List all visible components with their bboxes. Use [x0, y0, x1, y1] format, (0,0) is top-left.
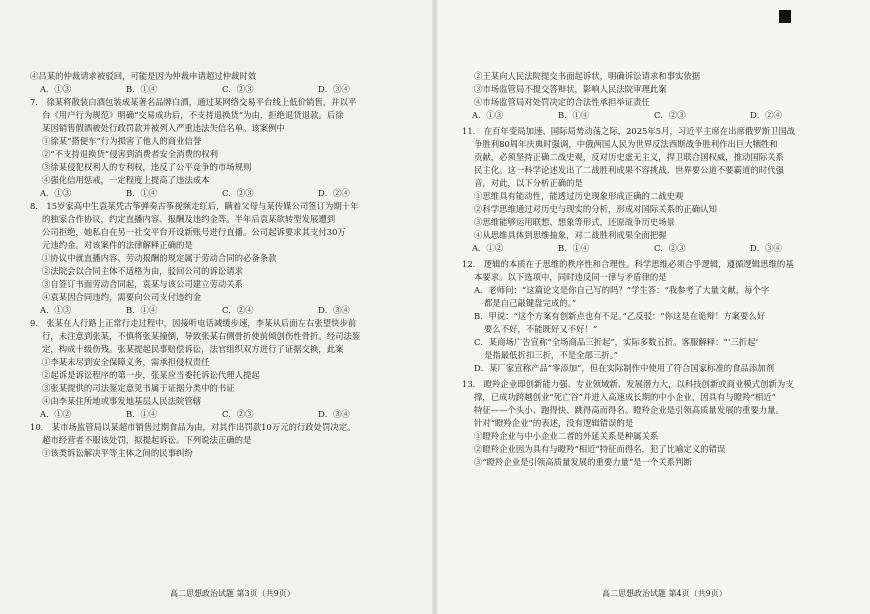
question-13: 13． 瞪羚企业即创新能力强、专业领域新、发展潜力大，以科技创新或商业模式创新为支 — [462, 379, 794, 389]
text-line: 都是自己敲键盘完成的。” — [484, 298, 577, 308]
text-line: ①协议中就直播内容、劳动报酬的规定属于劳动合同的必备条款 — [42, 253, 277, 263]
text-line: ③徐某侵犯权利人的专利权，违反了公平竞争的市场规则 — [42, 162, 252, 172]
text-line: 音，对此，以下分析正确的是 — [474, 178, 583, 188]
text-line: 公司拒绝，她私自在另一社交平台开设新账号进行直播。公司起诉要求其支付30万 — [42, 227, 346, 237]
text-line: ①该类诉讼解决平等主体之间的民事纠纷 — [42, 448, 193, 458]
text-line: 民主化。这一科学论述发出了二战胜利成果不容挑战、世界要公道不要霸道的时代强 — [474, 165, 784, 175]
text-line: 撑，已成功跨越创业“死亡谷”并进入高速成长期的中小企业，因具有与瞪羚“相近” — [474, 392, 776, 402]
option-c: C．②③ — [654, 110, 686, 120]
question-10: 10． 某市场监管局以某超市销售过期食品为由，对其作出罚款10万元的行政处罚决定。 — [30, 422, 356, 432]
option-c: C．②④ — [222, 305, 254, 315]
text-line: ②法院会以合同主体不适格为由，驳回公司的诉讼请求 — [42, 266, 243, 276]
right-page-content — [462, 70, 858, 469]
text-line: ①瞪羚企业与中小企业二者的外延关系是种属关系 — [474, 431, 659, 441]
text-line: 行，未注意到张某，不慎将张某撞倒，导致张某右侧骨折使前倾创伤性骨折。经司法鉴 — [42, 331, 361, 341]
question-11: 11． 在百年变局加速、国际局势动荡之际，2025年5月，习近平主席在出席俄罗斯卫国战 — [462, 126, 796, 136]
text-line: ④市场监管局对处罚决定的合法性承担举证责任 — [474, 97, 650, 107]
right-page-footer: 高二思想政治试题 第4页（共9页） — [602, 589, 727, 598]
option-a: A．①③ — [472, 110, 504, 120]
page-fold — [432, 0, 438, 614]
left-page-footer: 高二思想政治试题 第3页（共9页） — [170, 589, 295, 598]
q10-options — [462, 109, 858, 122]
q6-options — [30, 83, 422, 96]
text-line: ③“瞪羚企业是引领高质量发展的重要力量”是一个关系判断 — [474, 457, 692, 467]
text-line: 超市经营者不服该处罚，拟提起诉讼。下列说法正确的是 — [42, 435, 252, 445]
q7-options — [30, 187, 422, 200]
text-line: 元违约金。对该案件的法律解释正确的是 — [42, 240, 193, 250]
option-b: B．①④ — [126, 188, 158, 198]
text-line: 特征——个头小、跑得快、跳得高而得名。瞪羚企业是引领高质量发展的重要力量。 — [474, 405, 784, 415]
option-c: C．②③ — [222, 188, 254, 198]
question-8: 8． 15岁家高中生袁某凭古筝弹奏古筝视频走红后，瞒着父母与某传媒公司签订为期十年 — [30, 201, 359, 211]
option-a: A．①③ — [40, 84, 72, 94]
option-c: C．②③ — [222, 409, 254, 419]
option-a: A．①③ — [40, 305, 72, 315]
option-d: D．②④ — [318, 188, 350, 198]
option-d: D．③④ — [318, 84, 350, 94]
option-b: B．①④ — [126, 409, 158, 419]
text-line: A．老师问：“这篇论文是你自己写的吗？”学生答：“我参考了大量文献，每个字 — [474, 285, 770, 295]
text-line: 争胜利80周年庆典时强调，中俄两国人民为世界反法西斯战争胜利作出巨大牺牲和 — [474, 139, 778, 149]
text-line: ③张某提供的司法鉴定意见书属于证据分类中的书证 — [42, 383, 235, 393]
option-b: B．①④ — [126, 305, 158, 315]
left-page-content — [30, 70, 422, 460]
text-line: ③思维能够运用联想、想象等形式，还原战争历史场景 — [474, 217, 675, 227]
option-b: B．①④ — [126, 84, 158, 94]
text-line: 要么不好，不能既好又不好！” — [484, 324, 598, 334]
option-c: C．②③ — [654, 243, 686, 253]
text-line: 台《用户行为规范》明确“交易成功后，不支持退换货”为由，拒绝退货退款。后徐 — [42, 110, 344, 120]
question-7: 7． 徐某将散装白酒包装成某著名品牌白酒，通过某网络交易平台线上低价销售，并以平 — [30, 97, 357, 107]
text-line: ③市场监管局不提交答辩状，影响人民法院审理此案 — [474, 84, 667, 94]
text-line: ③自签订书面劳动合同起，袁某与该公司建立劳动关系 — [42, 279, 243, 289]
option-d: D．③④ — [318, 305, 350, 315]
text-line: C．某商场广告宣称“全场商品三折起”，实际多数五折。客服解释：“‘三折起’ — [474, 337, 759, 347]
option-b: B．①④ — [558, 243, 590, 253]
option-a: A．①③ — [40, 188, 72, 198]
text-line: ②科学思维通过对历史与现实的分析，形成对国际关系的正确认知 — [474, 204, 717, 214]
option-a: A．①② — [40, 409, 72, 419]
q11-options — [462, 242, 858, 255]
text-line: ④强化信用惩戒，一定程度上提高了违法成本 — [42, 175, 210, 185]
text-line: B．甲说：“这个方案有创新点也有不足。”乙反驳：“你这是在诡辩！方案要么好 — [474, 311, 766, 321]
question-12: 12． 逻辑的本质在于思维的秩序性和合理性。科学思维必须合乎逻辑，遵循逻辑思维的基 — [462, 259, 794, 269]
question-9: 9． 张某在人行路上正常行走过程中，因接听电话减缓步速，李某从后面左右张望快步前 — [30, 318, 357, 328]
text-line: 针对“瞪羚企业”的表述，没有逻辑错误的是 — [474, 418, 634, 428]
text-line: ②王某向人民法院提交书面起诉状，明确诉讼请求和事实依据 — [474, 71, 701, 81]
option-c: C．②③ — [222, 84, 254, 94]
text-line: 定，构成十级伤残。张某提起民事赔偿诉讼，法官组织双方进行了证据交换，此案 — [42, 344, 344, 354]
text-line: ②瞪羚企业因为具有与瞪羚“相近”特征而得名，犯了比喻定义的错误 — [474, 444, 726, 454]
text-line: ①徐某“搭便车”行为损害了他人的商业信誉 — [42, 136, 202, 146]
text-line: 贡献，必须坚持正确二战史观，反对历史虚无主义，捍卫联合国权威，推动国际关系 — [474, 152, 784, 162]
text-line: ④从思维具体到思维抽象，对二战胜利成果全面把握 — [474, 230, 667, 240]
text-line: D．某厂家宣称产品“零添加”，但在实际制作中使用了符合国家标准的食品添加剂 — [474, 363, 775, 373]
text-line: ④吕某的仲裁请求被驳回，可能是因为仲裁申请超过仲裁时效 — [30, 71, 257, 81]
q9-options — [30, 408, 422, 421]
option-d: D．②④ — [750, 110, 782, 120]
text-line: 是指最低折扣三折，不是全部三折。” — [484, 350, 619, 360]
option-a: A．①② — [472, 243, 504, 253]
text-line: ①思维具有能动性，能透过历史现象形成正确的二战史观 — [474, 191, 684, 201]
text-line: ①李某未尽到安全保障义务，需承担侵权责任 — [42, 357, 210, 367]
text-line: ②起诉是诉讼程序的第一步，张某应当委托诉讼代理人提起 — [42, 370, 260, 380]
option-b: B．①④ — [558, 110, 590, 120]
text-line: 本要求。以下选项中，同时违反同一律与矛盾律的是 — [474, 272, 667, 282]
text-line: ④袁某因合同违约，需要向公司支付违约金 — [42, 292, 202, 302]
text-line: 的独家合作协议，约定直播内容、报酬及违约金等。半年后袁某欲转型发展遭到 — [42, 214, 336, 224]
text-line: 某因销售假酒被处行政罚款并被列入严重违法失信名单。该案例中 — [42, 123, 285, 133]
text-line: ②“不支持退换货”侵害到消费者安全消费的权利 — [42, 149, 219, 159]
option-d: D．③④ — [318, 409, 350, 419]
q8-options — [30, 304, 422, 317]
corner-mark — [779, 10, 791, 23]
option-d: D．③④ — [750, 243, 782, 253]
text-line: ④由李某住所地或事发地基层人民法院管辖 — [42, 396, 202, 406]
